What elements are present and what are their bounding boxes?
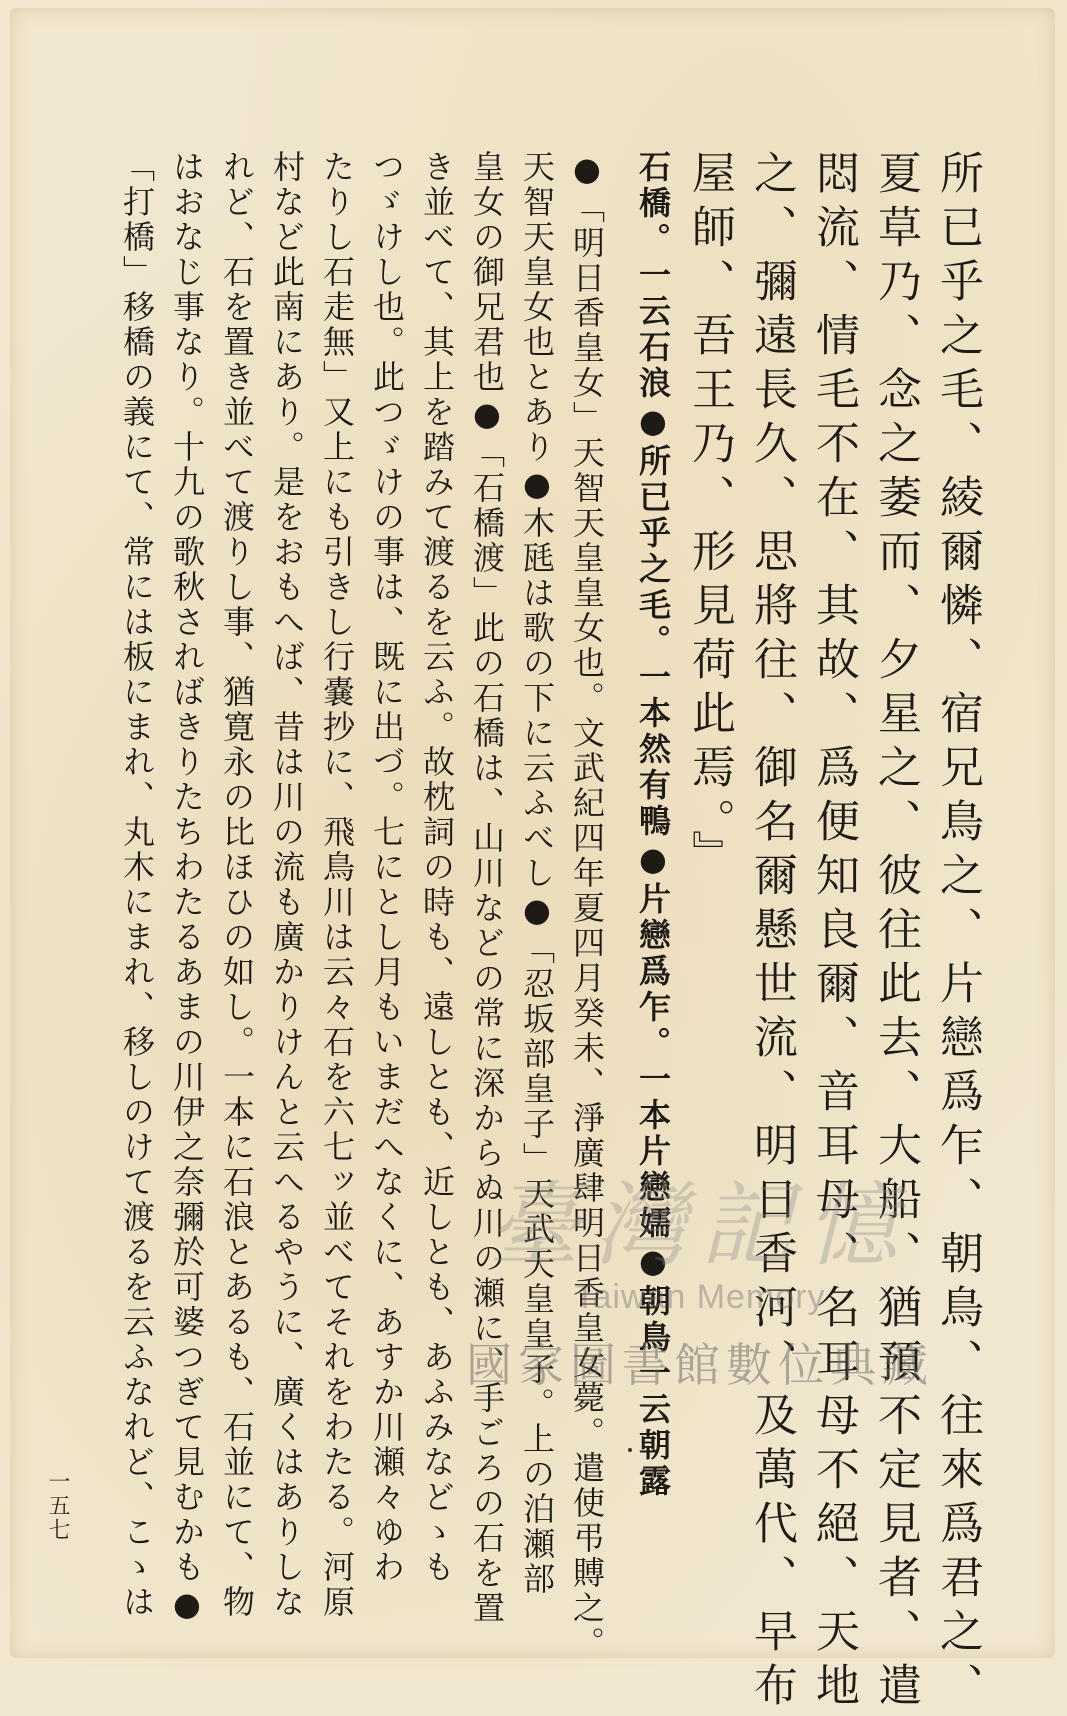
- poem-column-2: 夏草乃、念之萎而、夕星之、彼往此去、大船、猶預不定見者、遣: [870, 150, 921, 1716]
- poem-column-4: 之、彌遠長久、思將往、御名爾懸世流、明日香河、及萬代、早布: [746, 150, 797, 1716]
- watermark-script: 臺灣記憶: [487, 1172, 912, 1279]
- note-column-3: 皇女の御兄君也●「石橋渡」此の石橋は、山川などの常に深からぬ川の瀬に、手ごろの石を置: [468, 150, 506, 1626]
- note-column-6: たりし石走無」又上にも引きし行嚢抄に、飛鳥川は云々石を六七ッ並べてそれをわたる。河原: [318, 150, 356, 1620]
- poem-column-1: 所已乎之毛、綾爾憐、宿兄鳥之、片戀爲乍、朝鳥、往來爲君之、: [932, 150, 983, 1716]
- note-column-9: はおなじ事なり。十九の歌秋さればきりたちわたるあまの川伊之奈彌於可婆つぎて見むかも●: [168, 150, 206, 1626]
- watermark-chinese: 國家圖書館數位典藏: [466, 1338, 934, 1392]
- page-number: 一五七: [45, 1470, 70, 1542]
- note-column-1: ●「明日香皇女」天智天皇皇女也。文武紀四年夏四月癸未、淨廣肆明日香皇女薨。遣使弔賻之。: [568, 150, 606, 1661]
- note-column-8: れど、石を置き並べて渡りし事、猶寛永の比ほひの如し。一本に石浪とあるも、石並にて、物: [218, 150, 256, 1620]
- poem-column-5: 屋師、吾王乃、形見荷此焉。』: [684, 150, 735, 884]
- note-column-2: 天智天皇女也とあり●木瓱は歌の下に云ふべし●「忍坂部皇子」天武天皇皇子。上の泊瀬部: [518, 150, 556, 1597]
- ink-speck: [628, 1448, 632, 1452]
- poem-column-3: 悶流、情毛不在、其故、爲便知良爾、音耳母、名耳母不絕、天地: [808, 150, 859, 1716]
- note-column-5: つゞけし也。此つゞけの事は、既に出づ。七にとし月もいまだへなくに、あすか川瀬々ゆわ: [368, 150, 406, 1585]
- note-column-10: 「打橋」移橋の義にて、常には板にまれ、丸木にまれ、移しのけて渡るを云ふなれど、こゝは: [118, 150, 156, 1620]
- watermark-english: Taiwan Memory: [574, 1278, 826, 1316]
- note-column-7: 村など此南にあり。是をおもへば、昔は川の流も廣かりけんと云へるやうに、廣くはありしな: [268, 150, 306, 1620]
- vertical-text-block: [79, 150, 983, 1716]
- note-column-4: き並べて、其上を踏みて渡るを云ふ。故枕詞の時も、遠しとも、近しとも、あふみなどゝも: [418, 150, 456, 1585]
- variant-readings-heading: 石橋。一云石浪●所已乎之毛。一本然有鴨●片戀爲乍。一本片戀嬬●朝鳥一云朝露: [634, 150, 672, 1500]
